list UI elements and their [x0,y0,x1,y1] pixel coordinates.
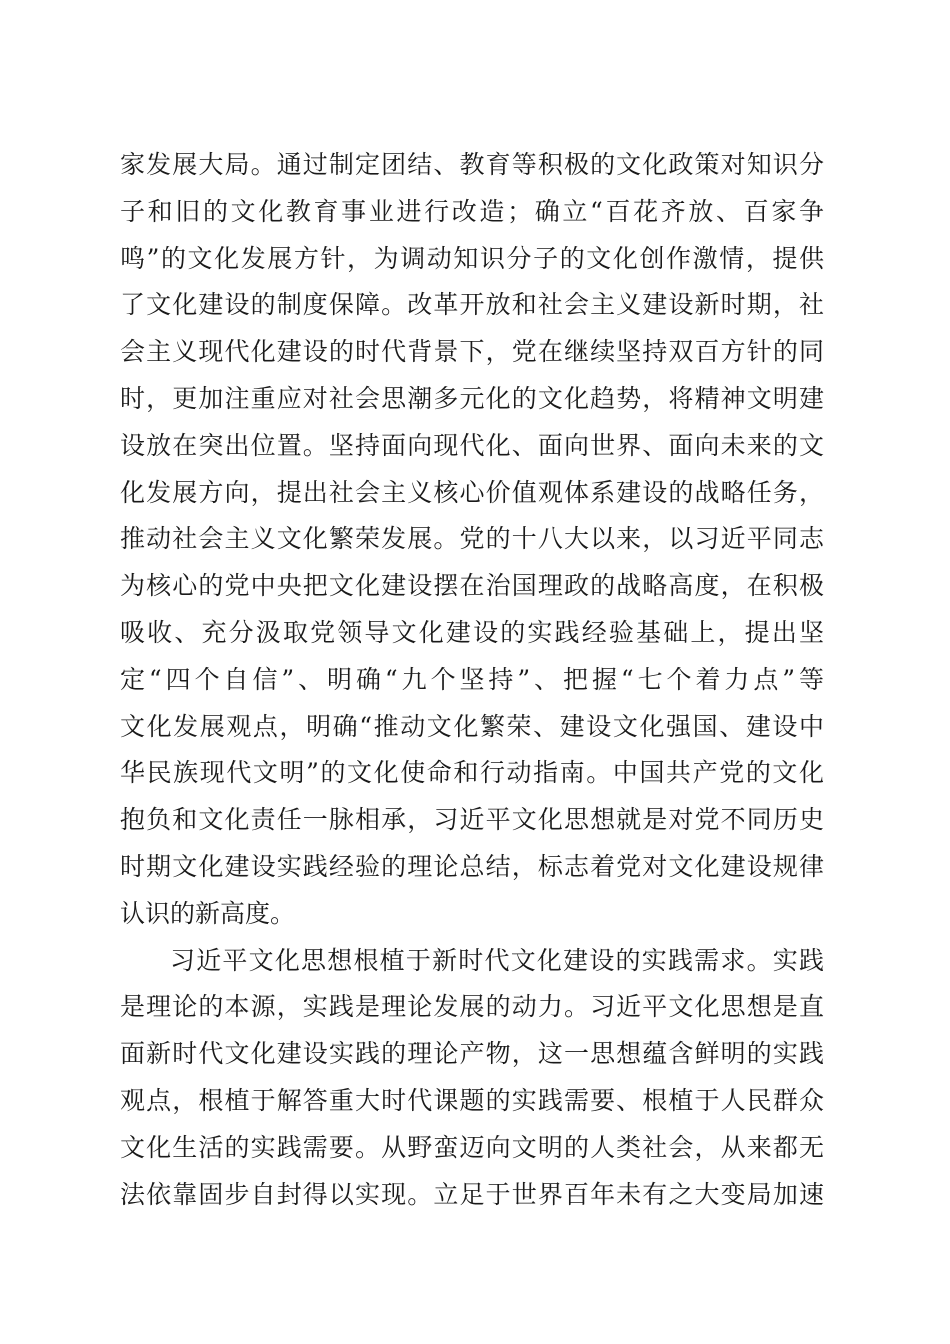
text-line-9: 推动社会主义文化繁荣发展。党的十八大以来，以习近平同志 [120,524,824,554]
body-text [120,142,824,1218]
text-line-21: 观点，根植于解答重大时代课题的实践需要、根植于人民群众 [120,1085,824,1115]
text-line-19: 是理论的本源，实践是理论发展的动力。习近平文化思想是直 [120,992,824,1022]
text-line-7: 设放在突出位置。坚持面向现代化、面向世界、面向未来的文 [120,430,824,460]
text-line-20: 面新时代文化建设实践的理论产物，这一思想蕴含鲜明的实践 [120,1039,824,1069]
text-line-13: 文化发展观点，明确“推动文化繁荣、建设文化强国、建设中 [120,711,824,741]
text-line-1: 家发展大局。通过制定团结、教育等积极的文化政策对知识分 [120,150,824,179]
text-line-3: 鸣”的文化发展方针，为调动知识分子的文化创作激情，提供 [120,243,824,273]
text-line-10: 为核心的党中央把文化建设摆在治国理政的战略高度，在积极 [120,571,824,601]
text-line-12: 定“四个自信”、明确“九个坚持”、把握“七个着力点”等 [120,664,824,694]
text-line-17: 认识的新高度。 [120,898,296,928]
text-line-5: 会主义现代化建设的时代背景下，党在继续坚持双百方针的同 [120,337,824,367]
text-line-15: 抱负和文化责任一脉相承，习近平文化思想就是对党不同历史 [120,805,824,835]
text-line-16: 时期文化建设实践经验的理论总结，标志着党对文化建设规律 [120,851,824,881]
text-line-14: 华民族现代文明”的文化使命和行动指南。中国共产党的文化 [120,758,824,788]
text-line-23: 法依靠固步自封得以实现。立足于世界百年未有之大变局加速 [120,1179,824,1209]
text-line-8: 化发展方向，提出社会主义核心价值观体系建设的战略任务， [120,477,824,507]
text-line-2: 子和旧的文化教育事业进行改造；确立“百花齐放、百家争 [120,196,824,226]
text-line-11: 吸收、充分汲取党领导文化建设的实践经验基础上，提出坚 [120,617,824,647]
text-line-18: 习近平文化思想根植于新时代文化建设的实践需求。实践 [170,945,824,975]
text-line-4: 了文化建设的制度保障。改革开放和社会主义建设新时期，社 [120,290,824,320]
text-line-22: 文化生活的实践需要。从野蛮迈向文明的人类社会，从来都无 [120,1132,824,1162]
text-line-6: 时，更加注重应对社会思潮多元化的文化趋势，将精神文明建 [120,383,824,413]
